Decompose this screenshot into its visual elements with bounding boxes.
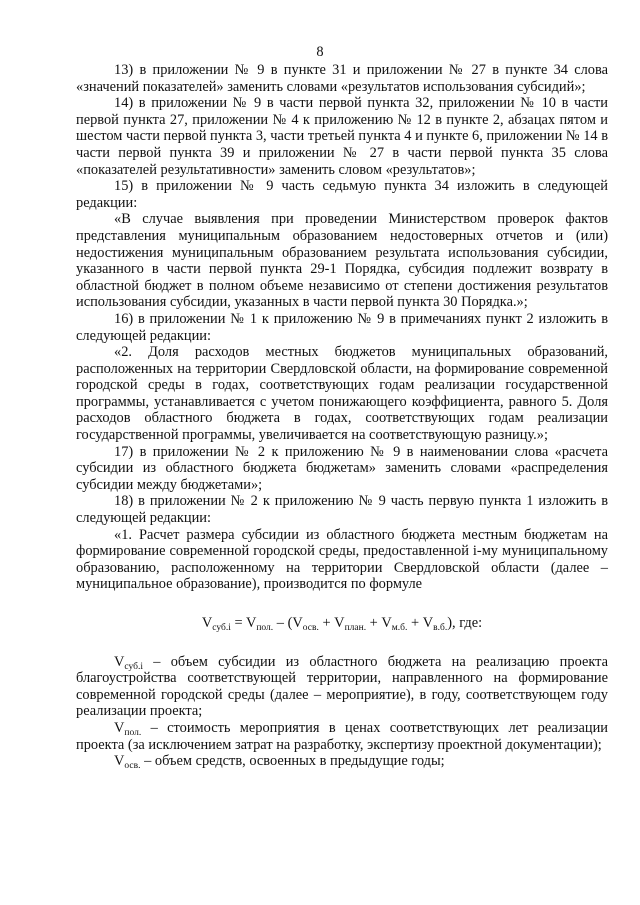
definition-v-sub bbox=[76, 654, 608, 720]
formula-operator: = bbox=[230, 615, 246, 631]
paragraph-item-15: 15) в приложении № 9 часть седьмую пункта 34 изложить в следующей редакции: bbox=[76, 178, 608, 211]
definition-sub: суб.i bbox=[124, 661, 143, 672]
formula bbox=[76, 615, 608, 632]
formula-symbol: V bbox=[422, 615, 434, 631]
definition-sub: пол. bbox=[124, 727, 142, 738]
paragraph-item-14: 14) в приложении № 9 в части первой пункта 32, приложении № 10 в части первой пункта 27, приложении № 4 к приложению № 12 в пункте 2, абзацах пятом и шестом части первой пункта 3, части третьей пункта 4 и пункте 6, приложении № 14 в части первой пункта 39 и приложении № 27 в части первой пункта 35 слова «показателей результативности» заменить словом «результатов»; bbox=[76, 95, 609, 178]
paragraph-quote-18: «1. Расчет размера субсидии из областного бюджета местным бюджетам на формирование современной городской среды, предоставленной i-му муниципальному образованию, расположенному на территории Свердловской области (далее – муниципальное образование), производится по формуле bbox=[76, 526, 608, 593]
definition-symbol: V bbox=[114, 753, 125, 770]
formula-sub: суб.i bbox=[212, 623, 231, 633]
formula-symbol: V bbox=[381, 615, 392, 631]
formula-operator: + bbox=[407, 615, 423, 631]
formula-operator: + bbox=[366, 615, 382, 631]
formula-symbol: V bbox=[201, 615, 213, 631]
formula-operator: + bbox=[318, 615, 335, 631]
definition-v-pol bbox=[76, 720, 608, 753]
paragraph-quote-16: «2. Доля расходов местных бюджетов муниципальных образований, расположенных на территории Свердловской области, на формирование современной городской среды в годах, соответствующих годам реализации государственной программы, устанавливается с учетом понижающего коэффициента, равного 5. Доля расходов областного бюджета в годах, соответствующих годам реализации государственной программы, увеличивается на соответствующую разницу.»; bbox=[76, 344, 608, 444]
paragraph-quote-15: «В случае выявления при проведении Министерством проверок фактов представления муниципальным образованием недостоверных отчетов и (или) недостижения муниципальным образованием результата использования субсидии, указанного в части первой пункта 29-1 Порядка, субсидия подлежит возврату в областной бюджет в полном объеме независимо от степени достижения результатов использования субсидии, указанных в части первой пункта 30 Порядка.»; bbox=[76, 211, 608, 311]
formula-tail: ), где: bbox=[447, 615, 483, 631]
definition-text: – стоимость мероприятия в ценах соответствующих лет реализации проекта (за исключением затрат на разработку, экспертизу проектной документации); bbox=[76, 719, 608, 753]
formula-symbol: V bbox=[292, 615, 303, 631]
paragraph-item-18: 18) в приложении № 2 к приложению № 9 часть первую пункта 1 изложить в следующей редакции: bbox=[76, 493, 608, 527]
page-number: 8 bbox=[316, 44, 324, 60]
paragraph-item-17: 17) в приложении № 2 к приложению № 9 в наименовании слова «расчета субсидии из областного бюджета бюджетам» заменить словами «распределения субсидии между бюджетами»; bbox=[76, 443, 608, 493]
formula-sub: осв. bbox=[302, 623, 319, 633]
definition-text: – объем субсидии из областного бюджета на реализацию проекта благоустройства соответствующей территории, направленного на формирование современной городской среды (далее – мероприятие), в году, соответствующем году реализации проекта; bbox=[76, 653, 608, 720]
formula-sub: пол. bbox=[256, 623, 274, 633]
definition-v-osv bbox=[76, 753, 608, 770]
formula-sub: м.б. bbox=[391, 623, 408, 633]
document-body bbox=[76, 62, 608, 770]
formula-sub: в.б. bbox=[433, 623, 448, 633]
definition-sub: осв. bbox=[124, 761, 141, 772]
definition-symbol: V bbox=[114, 653, 125, 670]
formula-symbol: V bbox=[245, 615, 257, 631]
formula-sub: план. bbox=[344, 623, 367, 633]
paragraph-item-13: 13) в приложении № 9 в пункте 31 и приложении № 27 в пункте 34 слова «значений показателей» заменить словами «результатов использования субсидий»; bbox=[76, 62, 608, 95]
paragraph-item-16: 16) в приложении № 1 к приложению № 9 в примечаниях пункт 2 изложить в следующей редакции: bbox=[76, 310, 608, 344]
formula-operator: – ( bbox=[273, 615, 293, 631]
definition-symbol: V bbox=[114, 719, 125, 736]
formula-symbol: V bbox=[334, 615, 345, 631]
definition-text: – объем средств, освоенных в предыдущие годы; bbox=[140, 753, 445, 770]
